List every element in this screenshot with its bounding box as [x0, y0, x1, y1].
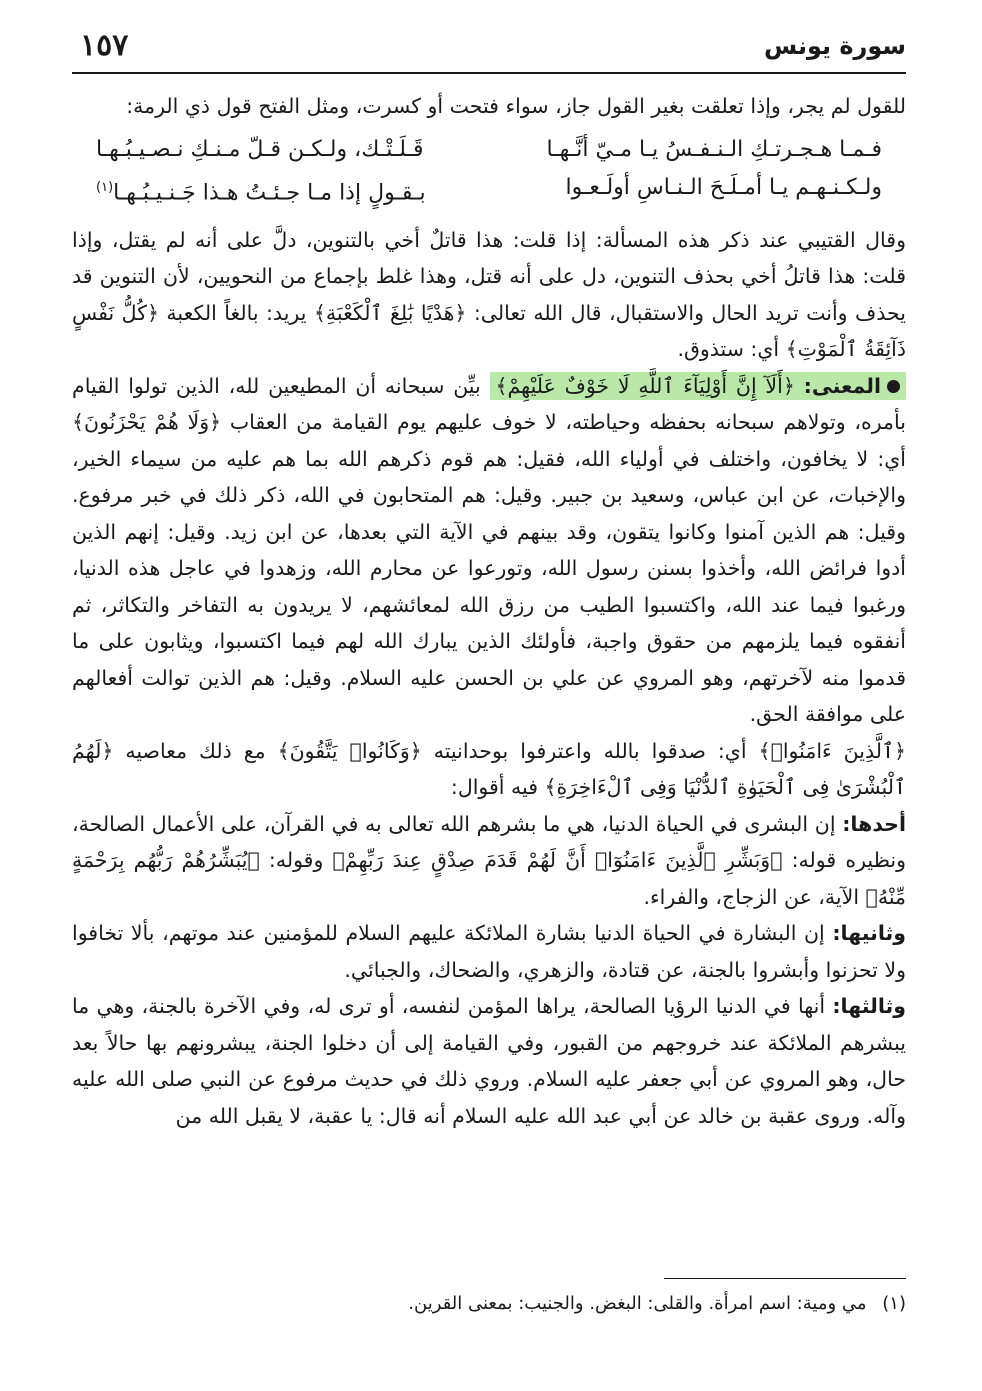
meaning-highlight: [490, 372, 907, 400]
verse-2-second-hemistich: بـقـولٍ إذا مـا جـئـتُ هـذا جَـنـيـبُـهـا: [113, 179, 426, 205]
poetry-verses: [72, 131, 906, 212]
first-opinion-text: إن البشرى في الحياة الدنيا، هي ما بشرهم الله تعالى به في القرآن، على الأعمال الصالحة، ونظيره قوله: ﴿وَبَشِّرِ ٱلَّذِينَ ءَامَنُوٓا۟ أَنَّ لَهُمْ قَدَمَ صِدْقٍ عِندَ رَبِّهِمْ﴾ وقوله: ﴿يُبَشِّرُهُمْ رَبُّهُم بِرَحْمَةٍ مِّنْهُ﴾ الآية، عن الزجاج، والفراء.: [72, 811, 906, 909]
third-opinion-label: وثالثها:: [832, 994, 906, 1019]
page-header: [72, 28, 906, 74]
paragraph-meaning: [72, 368, 906, 733]
verse-1-second-hemistich: قَـلَـتْـك، ولـكـن قـلّ مـنـكِ نـصـيـبُـهـا: [96, 136, 424, 162]
body-text: [72, 88, 906, 1134]
first-opinion-label: أحدها:: [842, 811, 906, 836]
footnote-text: مي ومية: اسم امرأة. والقلى: البغض. والجنيب: بمعنى القرين.: [408, 1293, 867, 1314]
meaning-text: بيِّن سبحانه أن المطيعين لله، الذين تولوا القيام بأمره، وتولاهم سبحانه بحفظه وحياطته، لا خوف عليهم يوم القيامة من العقاب ﴿وَلَا هُمْ يَحْزَنُونَ﴾ أي: لا يخافون، واختلف في أولياء الله، فقيل: هم قوم ذكرهم الله بما هم عليه من سيماء الخير، والإخبات، عن ابن عباس، وسعيد بن جبير. وقيل: هم المتحابون في الله، ذكر ذلك في خبر مرفوع. وقيل: هم الذين آمنوا وكانوا يتقون، وقد بينهم في الآية التي بعدها، عن ابن زيد. وقيل: إنهم الذين أدوا فرائض الله، وأخذوا بسنن رسول الله، وتورعوا عن محارم الله، وزهدوا في عاجل هذه الدنيا، ورغبوا فيما عند الله، واكتسبوا الطيب من رزق الله لمعائشهم، لا يريدون به التفاخر والتكاثر، ثم أنفقوه فيما يلزمهم من حقوق واجبة، فأولئك الذين يبارك الله لهم فيما اكتسبوا، ويثابون على ما قدموا منه لآخرتهم، وهو المروي عن علي بن الحسن عليه السلام. وقيل: هم الذين توالت أفعالهم على موافقة الحق.: [72, 373, 906, 727]
meaning-label: المعنى:: [803, 373, 881, 398]
footnote-number: (١): [882, 1293, 906, 1314]
footnote-marker: (١): [96, 179, 114, 195]
paragraph-4: ﴿ٱلَّذِينَ ءَامَنُوا۟﴾ أي: صدقوا بالله واعترفوا بوحدانيته ﴿وَكَانُوا۟ يَتَّقُونَ﴾ مع ذلك معاصيه ﴿لَهُمُ ٱلْبُشْرَىٰ فِى ٱلْحَيَوٰةِ ٱلدُّنْيَا وَفِى ٱلْءَاخِرَةِ﴾ فيه أقوال:: [72, 738, 906, 800]
bullet-icon: [887, 380, 900, 393]
second-opinion-label: وثانيها:: [832, 921, 906, 946]
third-opinion-text: أنها في الدنيا الرؤيا الصالحة، يراها المؤمن لنفسه، أو ترى له، وفي الآخرة بالجنة، وهي ما يبشرهم الملائكة عند خروجهم من القبور، وفي القيامة إلى أن دخلوا الجنة، يبشرونهم بها حالاً بعد حال، وهو المروي عن أبي جعفر عليه السلام. وروي ذلك في حديث مرفوع عن النبي صلى الله عليه وآله. وروى عقبة بن خالد عن أبي عبد الله عليه السلام أنه قال: يا عقبة، لا يقبل الله من: [72, 994, 906, 1128]
page-number: ١٥٧: [80, 28, 129, 63]
footnote: [398, 1293, 906, 1314]
footnote-divider: [664, 1278, 906, 1279]
verse-line-1: [96, 131, 882, 169]
paragraph-2: وقال القتيبي عند ذكر هذه المسألة: إذا قلت: هذا قاتلٌ أخي بالتنوين، دلَّ على أنه لم يقتل، وإذا قلت: هذا قاتلُ أخي بحذف التنوين، دل على أنه قتل، وهذا غلط بإجماع من النحويين، لأن التنوين قد يحذف وأنت تريد الحال والاستقبال، قال الله تعالى: ﴿هَدْيًا بَٰلِغَ ٱلْكَعْبَةِ﴾ يريد: بالغاً الكعبة ﴿كُلُّ نَفْسٍ ذَآئِقَةُ ٱلْمَوْتِ﴾ أي: ستذوق.: [72, 227, 906, 362]
verse-1-first-hemistich: فـمـا هـجـرتـكِ الـنـفـسُ يـا مـيّ أنَّـهـا: [546, 136, 882, 162]
verse-2-first-hemistich: ولـكـنـهـم يـا أمـلَـحَ الـنـاسِ أولَـعـوا: [565, 174, 882, 200]
second-opinion-text: إن البشارة في الحياة الدنيا بشارة الملائكة عليهم السلام للمؤمنين عند موتهم، بألا تخافوا ولا تحزنوا وأبشروا بالجنة، عن قتادة، والزهري، والضحاك، والجبائي.: [72, 921, 906, 982]
meaning-verse: ﴿أَلَآ إِنَّ أَوْلِيَآءَ ٱللَّهِ لَا خَوْفٌ عَلَيْهِمْ﴾: [495, 373, 795, 398]
paragraph-1: للقول لم يجر، وإذا تعلقت بغير القول جاز، سواء فتحت أو كسرت، ومثل الفتح قول ذي الرمة:: [126, 94, 906, 118]
verse-line-2: [96, 169, 882, 212]
surah-title: سورة يونس: [764, 32, 906, 60]
paragraph-second-opinion: [72, 915, 906, 988]
paragraph-third-opinion: [72, 988, 906, 1134]
paragraph-first-opinion: [72, 806, 906, 916]
